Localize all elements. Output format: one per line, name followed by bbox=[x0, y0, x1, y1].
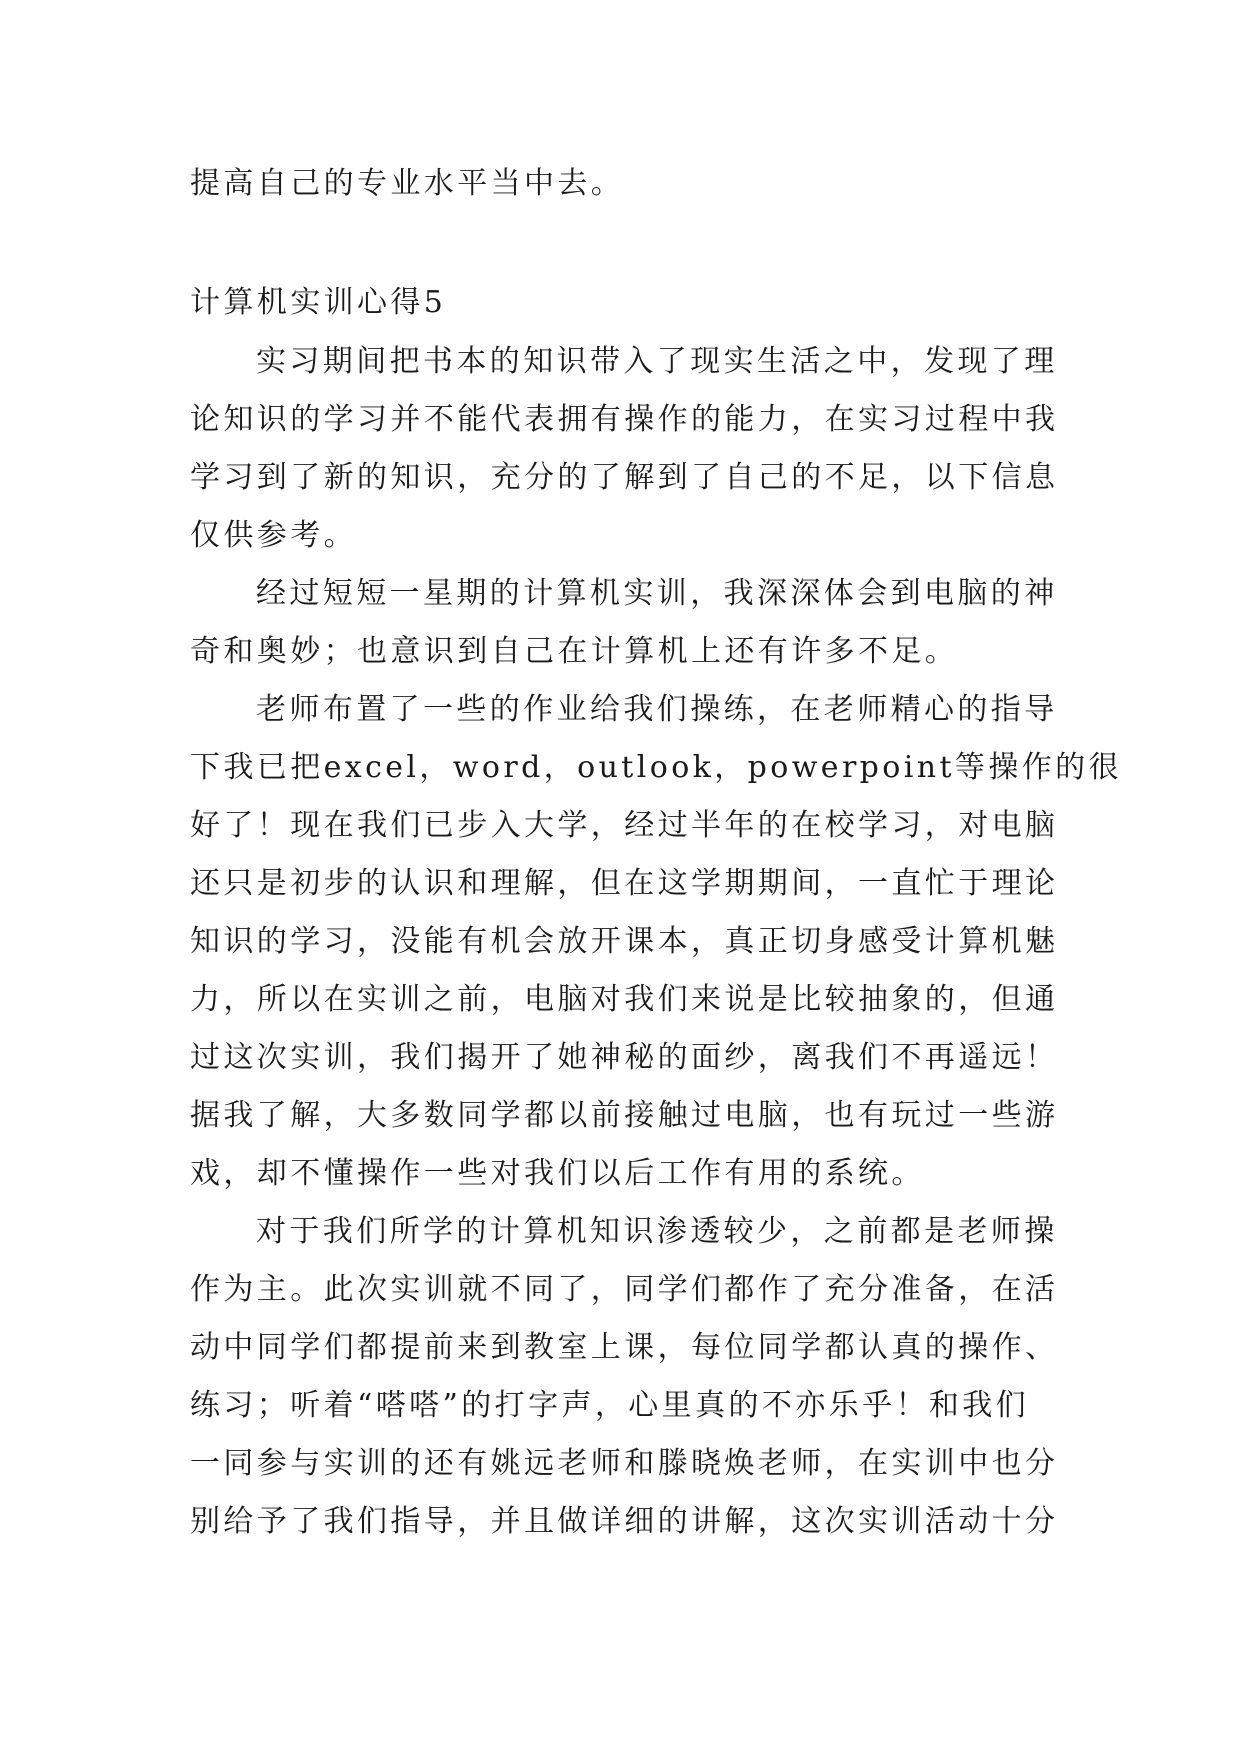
section-title: 计算机实训心得5 bbox=[190, 285, 447, 320]
paragraph-3-line-1: 老师布置了一些的作业给我们操练，在老师精心的指导 bbox=[256, 692, 1058, 727]
paragraph-4-line-4: 练习；听着“嗒嗒”的打字声，心里真的不亦乐乎！和我们 bbox=[190, 1388, 1030, 1423]
paragraph-4-line-5: 一同参与实训的还有姚远老师和滕晓焕老师，在实训中也分 bbox=[190, 1446, 1059, 1481]
paragraph-3-line-9: 戏，却不懂操作一些对我们以后工作有用的系统。 bbox=[190, 1156, 925, 1191]
paragraph-1-line-3: 学习到了新的知识，充分的了解到了自己的不足，以下信息 bbox=[190, 460, 1059, 495]
paragraph-3-line-2: 下我已把excel，word，outlook，powerpoint等操作的很 bbox=[190, 750, 1122, 785]
paragraph-1-line-4: 仅供参考。 bbox=[190, 518, 357, 553]
paragraph-3-line-6: 力，所以在实训之前，电脑对我们来说是比较抽象的，但通 bbox=[190, 982, 1059, 1017]
paragraph-2-line-2: 奇和奥妙；也意识到自己在计算机上还有许多不足。 bbox=[190, 634, 959, 669]
paragraph-4-line-2: 作为主。此次实训就不同了，同学们都作了充分准备，在活 bbox=[190, 1272, 1059, 1307]
paragraph-4-line-6: 别给予了我们指导，并且做详细的讲解，这次实训活动十分 bbox=[190, 1504, 1059, 1539]
paragraph-2-line-1: 经过短短一星期的计算机实训，我深深体会到电脑的神 bbox=[256, 576, 1058, 611]
paragraph-4-line-1: 对于我们所学的计算机知识渗透较少，之前都是老师操 bbox=[256, 1214, 1058, 1249]
paragraph-3-line-4: 还只是初步的认识和理解，但在这学期期间，一直忙于理论 bbox=[190, 866, 1059, 901]
paragraph-3-line-7: 过这次实训，我们揭开了她神秘的面纱，离我们不再遥远！ bbox=[190, 1040, 1059, 1075]
paragraph-1-line-1: 实习期间把书本的知识带入了现实生活之中，发现了理 bbox=[256, 344, 1058, 379]
paragraph-3-line-5: 知识的学习，没能有机会放开课本，真正切身感受计算机魅 bbox=[190, 924, 1059, 959]
paragraph-1-line-2: 论知识的学习并不能代表拥有操作的能力，在实习过程中我 bbox=[190, 402, 1059, 437]
paragraph-4-line-3: 动中同学们都提前来到教室上课，每位同学都认真的操作、 bbox=[190, 1330, 1059, 1365]
paragraph-3-line-3: 好了！现在我们已步入大学，经过半年的在校学习，对电脑 bbox=[190, 808, 1059, 843]
paragraph-3-line-8: 据我了解，大多数同学都以前接触过电脑，也有玩过一些游 bbox=[190, 1098, 1059, 1133]
continuation-text: 提高自己的专业水平当中去。 bbox=[190, 166, 625, 201]
